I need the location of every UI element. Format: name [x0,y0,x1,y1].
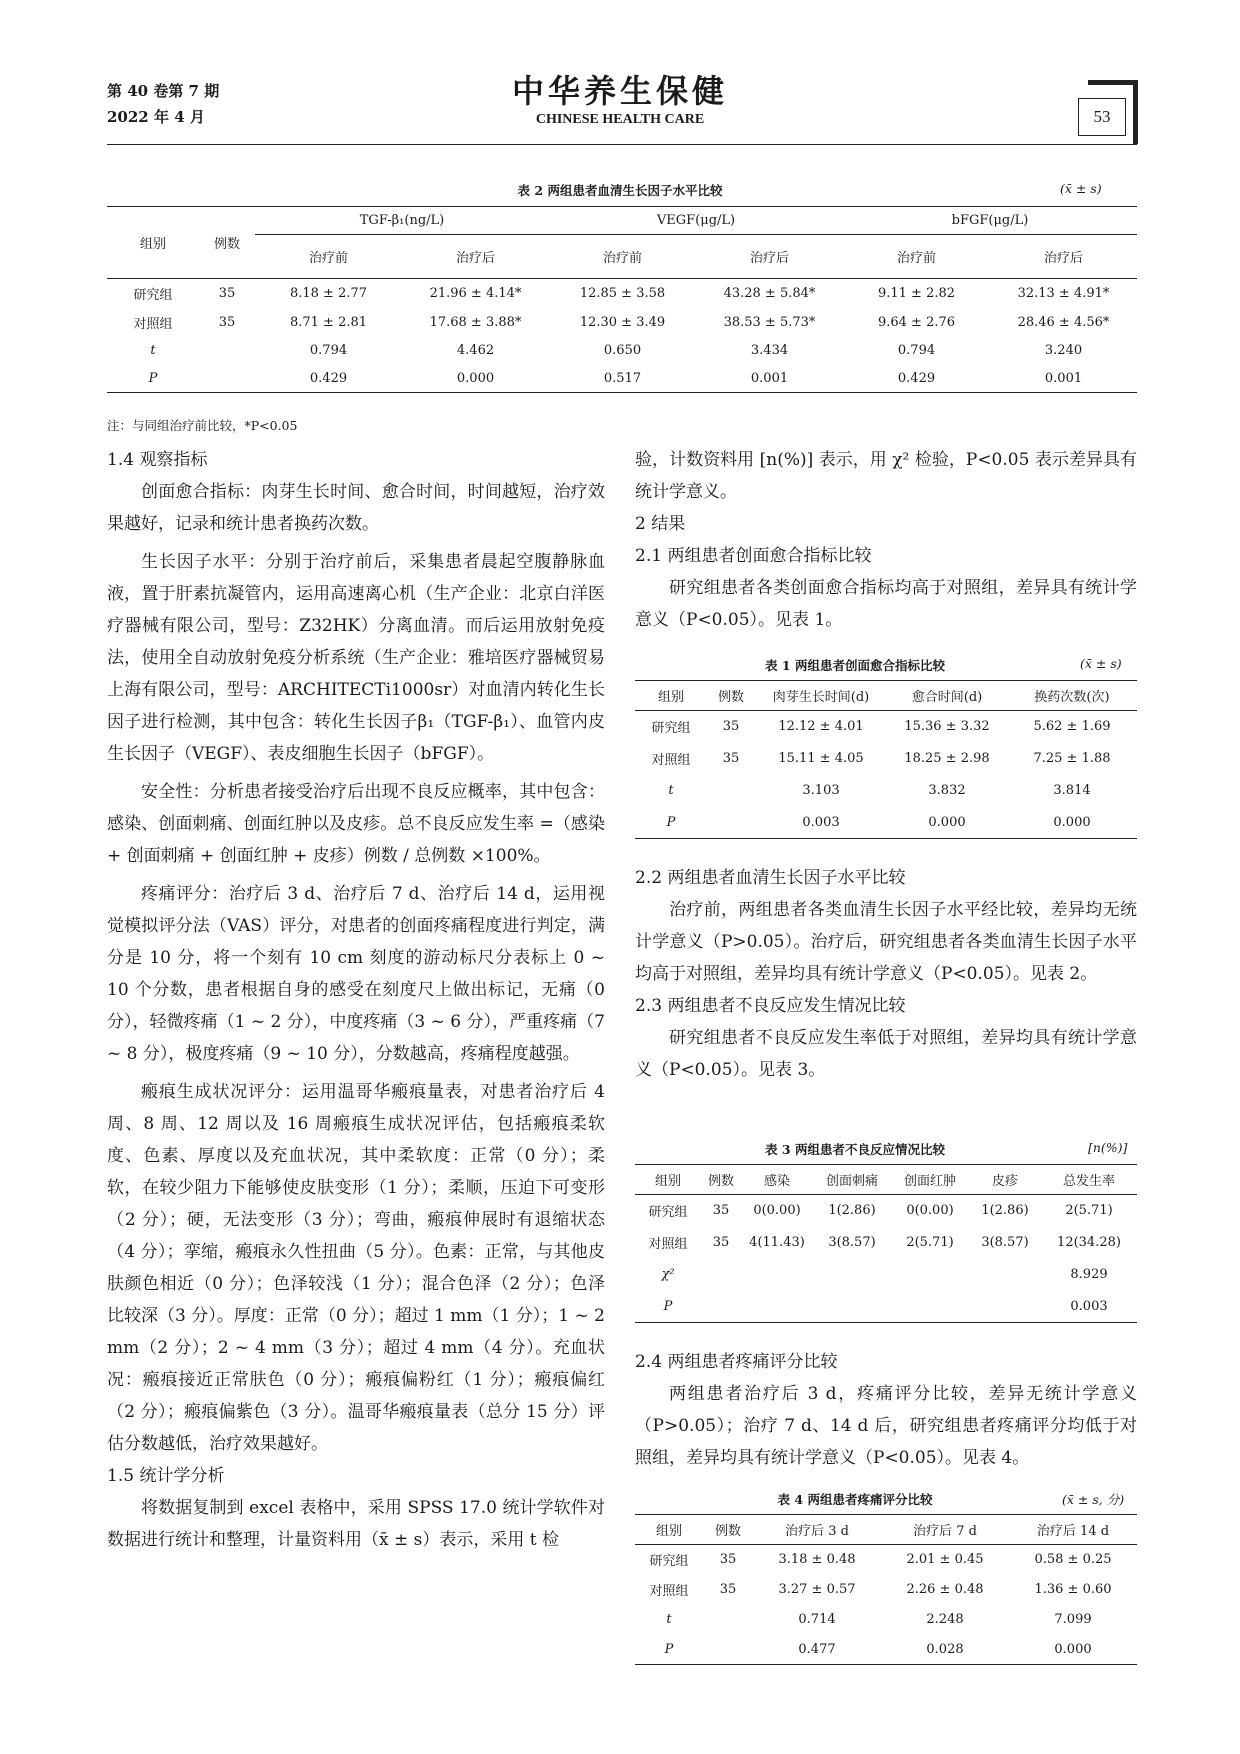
paragraph: 两组患者治疗后 3 d，疼痛评分比较，差异无统计学意义（P>0.05）；治疗 7 d、14 d 后，研究组患者疼痛评分均低于对照组，差异均具有统计学意义（P<0.05）。见表 4。 [635,1384,1137,1468]
table-cell: 0(0.00) [753,1203,801,1219]
section-heading-1-4: 1.4 观察指标 [107,450,208,470]
volume-issue: 第 40 卷第 7 期 [107,82,220,100]
table1-header: 愈合时间(d) [911,690,983,705]
row-label: P [666,814,676,830]
table3-header: 皮疹 [991,1174,1018,1189]
table2-header-tgf: TGF-β₁(ng/L) [255,207,549,235]
table-row [635,807,1137,839]
table-cell: 9.64 ± 2.76 [877,315,956,330]
issue-date: 2022 年 4 月 [107,108,205,126]
row-label: 研究组 [648,1205,688,1221]
table-row [635,1545,1137,1575]
row-label: 对照组 [133,317,173,332]
table-row [635,743,1137,775]
table-cell: 8.18 ± 2.77 [289,286,368,302]
table4-header: 治疗后 3 d [785,1524,849,1539]
table2-unit: (x̄ ± s) [1060,181,1102,196]
paragraph: 研究组患者不良反应发生率低于对照组，差异均具有统计学意义（P<0.05）。见表 3。 [635,1028,1137,1080]
table-cell: 2.01 ± 0.45 [906,1552,984,1568]
table-row [635,711,1137,743]
row-label: 对照组 [651,753,691,768]
table-cell: 1(2.86) [828,1203,876,1219]
table-cell: 3.832 [928,783,966,798]
table-cell [891,1259,969,1291]
table-cell: 4(11.43) [749,1235,805,1250]
table2-sub-header: 治疗后 [696,235,843,279]
left-column [107,444,605,1556]
table-cell: 2(5.71) [906,1235,954,1250]
table-cell: 0.58 ± 0.25 [1034,1552,1112,1568]
table4-header: 治疗后 14 d [1036,1524,1110,1539]
table-row [107,365,1137,393]
page-number: 53 [1078,98,1126,136]
table-cell [969,1291,1041,1323]
table-cell: 3.240 [1044,343,1083,358]
row-label: t [668,783,674,798]
table-cell: 0.794 [897,343,936,358]
table1-header: 换药次数(次) [1034,690,1110,705]
table3-header: 创面刺痛 [825,1174,878,1189]
table1-header: 肉芽生长时间(d) [772,690,870,705]
table3-header: 总发生率 [1062,1174,1115,1189]
table3 [635,1164,1137,1323]
table-cell: 0.003 [1070,1298,1108,1314]
paragraph: 研究组患者各类创面愈合指标均高于对照组，差异具有统计学意义（P<0.05）。见表 1。 [635,578,1137,630]
table-cell: 15.11 ± 4.05 [778,751,864,766]
table-cell: 3.18 ± 0.48 [778,1552,856,1568]
table-cell: 0.000 [928,814,966,830]
row-label: χ² [661,1267,675,1282]
table2 [107,206,1137,393]
table2-header-n: 例数 [199,207,255,279]
row-n [707,775,755,807]
paragraph: 疼痛评分：治疗后 3 d、治疗后 7 d、治疗后 14 d，运用视觉模拟评分法（VAS）评分，对患者的创面疼痛程度进行判定，满分是 10 分，将一个刻有 10 cm 刻度的游动标尺分表标上 0 ~ 10 个分数，患者根据自身的感受在刻度尺上做出标记，无痛（0 分），轻微疼痛（1 ~ 2 分），中度疼痛（3 ~ 6 分），严重疼痛（7 ~ 8 分），极度疼痛（9 ~ 10 分），分数越高，疼痛程度越强。 [107,884,605,1064]
row-label: 研究组 [133,288,173,304]
row-n [199,337,255,365]
paragraph: 安全性：分析患者接受治疗后出现不良反应概率，其中包含：感染、创面刺痛、创面红肿以及皮疹。总不良反应发生率 =（感染 + 创面刺痛 + 创面红肿 + 皮疹）例数 / 总例数 ×100%。 [107,782,605,866]
row-label: 对照组 [649,1584,689,1599]
table-cell: 12.12 ± 4.01 [778,719,864,735]
table-cell: 5.62 ± 1.69 [1033,719,1111,735]
row-label: t [666,1612,672,1627]
section-heading-2: 2 结果 [635,514,686,534]
table-cell [969,1259,1041,1291]
table3-unit: [n(%)] [1088,1140,1128,1155]
table-cell: 2.248 [926,1612,964,1627]
table-cell: 28.46 ± 4.56* [1017,315,1110,330]
row-label: t [150,343,156,358]
row-label: P [148,370,158,386]
section-heading-2-2: 2.2 两组患者血清生长因子水平比较 [635,868,906,888]
table-cell [891,1291,969,1323]
paragraph: 验，计数资料用 [n(%)] 表示，用 χ² 检验，P<0.05 表示差异具有统计学意义。 [635,450,1137,502]
table-cell: 3(8.57) [981,1235,1029,1250]
row-n [199,365,255,393]
row-n [707,807,755,839]
table2-sub-header: 治疗前 [255,235,402,279]
table-cell: 8.71 ± 2.81 [289,315,368,330]
row-n: 35 [722,719,740,735]
table-cell: 0.477 [798,1641,836,1657]
table2-header-group: 组别 [107,207,199,279]
table-cell: 43.28 ± 5.84* [723,286,816,302]
row-n: 35 [218,286,236,302]
row-label: P [664,1641,674,1657]
table-cell: 3.814 [1053,783,1091,798]
table-cell: 2.26 ± 0.48 [906,1582,984,1597]
row-n [701,1259,741,1291]
row-n: 35 [712,1235,730,1250]
table4-header: 例数 [714,1524,741,1539]
row-n [701,1291,741,1323]
table-cell [741,1259,813,1291]
table-cell: 0.000 [456,370,495,386]
table-cell: 0.517 [603,370,642,386]
table-cell: 0.001 [750,370,789,386]
table3-caption: 表 3 两组患者不良反应情况比较 [765,1142,945,1157]
table4 [635,1514,1137,1665]
table2-sub-header: 治疗前 [549,235,696,279]
table-cell: 17.68 ± 3.88* [429,315,522,330]
paragraph: 治疗前，两组患者各类血清生长因子水平经比较，差异均无统计学意义（P>0.05）。治疗后，研究组患者各类血清生长因子水平均高于对照组，差异均具有统计学意义（P<0.05）。见表 2。 [635,900,1137,984]
table-cell: 0.003 [802,814,840,830]
row-label: 研究组 [649,1554,689,1570]
table-row [635,1259,1137,1291]
journal-english-title: CHINESE HEALTH CARE [535,112,705,127]
section-heading-2-4: 2.4 两组患者疼痛评分比较 [635,1352,838,1372]
table2-sub-header: 治疗前 [843,235,990,279]
table-cell: 0.028 [926,1641,964,1657]
table-row [635,1227,1137,1259]
journal-title: 中华养生保健 [511,72,728,110]
table-cell: 18.25 ± 2.98 [904,751,990,766]
table-cell: 32.13 ± 4.91* [1017,286,1110,302]
table-cell [813,1259,891,1291]
table1-caption: 表 1 两组患者创面愈合指标比较 [765,658,945,673]
right-column-mid [635,862,1137,1086]
table-row [635,1291,1137,1323]
row-n [703,1605,753,1635]
table-row [635,1635,1137,1665]
row-label: 研究组 [651,721,691,737]
table-row [635,1575,1137,1605]
table-cell: 0.794 [309,343,348,358]
section-heading-2-1: 2.1 两组患者创面愈合指标比较 [635,546,872,566]
table-cell: 0(0.00) [906,1203,954,1219]
table-cell: 8.929 [1070,1267,1108,1282]
table-cell: 1(2.86) [981,1203,1029,1219]
row-n: 35 [719,1552,737,1568]
table1-header: 组别 [657,690,684,705]
table-cell: 15.36 ± 3.32 [904,719,990,735]
table-cell: 3.27 ± 0.57 [778,1582,856,1597]
table4-unit: (x̄ ± s, 分) [1062,1492,1125,1507]
table4-header: 治疗后 7 d [913,1524,977,1539]
section-heading-1-5: 1.5 统计学分析 [107,1466,225,1486]
row-label: P [663,1298,673,1314]
table4-header: 组别 [655,1524,682,1539]
paragraph: 瘢痕生成状况评分：运用温哥华瘢痕量表，对患者治疗后 4 周、8 周、12 周以及 16 周瘢痕生成状况评估，包括瘢痕柔软度、色素、厚度以及充血状况，其中柔软度：正常（0 分）；柔软，在较少阻力下能够使皮肤变形（1 分）；柔顺，压迫下可变形（2 分）；硬，无法变形（3 分）；弯曲，瘢痕伸展时有退缩状态（4 分）；挛缩，瘢痕永久性扭曲（5 分）。色素：正常，与其他皮肤颜色相近（0 分）；色泽较浅（1 分）；混合色泽（2 分）；色泽比较深（3 分）。厚度：正常（0 分）；超过 1 mm（1 分）；1 ~ 2 mm（2 分）；2 ~ 4 mm（3 分）；超过 4 mm（4 分）。充血状况：瘢痕接近正常肤色（0 分）；瘢痕偏粉红（1 分）；瘢痕偏红（2 分）；瘢痕偏紫色（3 分）。温哥华瘢痕量表（总分 15 分）评估分数越低，治疗效果越好。 [107,1082,605,1454]
table1-unit: (x̄ ± s) [1080,656,1122,671]
paragraph: 创面愈合指标：肉芽生长时间、愈合时间，时间越短，治疗效果越好，记录和统计患者换药次数。 [107,482,605,534]
table-cell: 0.429 [309,370,348,386]
table-cell: 0.650 [603,343,642,358]
table-cell: 9.11 ± 2.82 [877,286,956,302]
row-n: 35 [712,1203,730,1219]
table-row [107,309,1137,337]
table-cell: 12.30 ± 3.49 [579,315,666,330]
table3-header: 创面红肿 [903,1174,956,1189]
table-cell: 0.000 [1053,814,1091,830]
table2-header-vegf: VEGF(μg/L) [549,207,843,235]
table-cell: 0.429 [897,370,936,386]
row-n: 35 [218,315,236,330]
table2-header-bfgf: bFGF(μg/L) [843,207,1137,235]
table1-header: 例数 [717,690,744,705]
table-cell: 0.714 [798,1612,836,1627]
table-cell: 3.103 [802,783,840,798]
table-cell: 4.462 [456,343,495,358]
row-label: 对照组 [648,1237,688,1252]
table-row [107,279,1137,309]
table3-header: 感染 [763,1174,790,1189]
table-cell: 0.001 [1044,370,1083,386]
right-column-top [635,444,1137,636]
row-n: 35 [722,751,740,766]
table-row [635,775,1137,807]
table3-header: 组别 [654,1174,681,1189]
right-column-lower [635,1346,1137,1474]
table-cell [741,1291,813,1323]
row-n [703,1635,753,1665]
table-cell: 3(8.57) [828,1235,876,1250]
table-cell: 3.434 [750,343,789,358]
table-cell: 12(34.28) [1057,1235,1121,1250]
section-heading-2-3: 2.3 两组患者不良反应发生情况比较 [635,996,906,1016]
table2-sub-header: 治疗后 [402,235,549,279]
table-cell: 7.25 ± 1.88 [1033,751,1111,766]
table2-sub-header: 治疗后 [990,235,1137,279]
paragraph: 生长因子水平：分别于治疗前后，采集患者晨起空腹静脉血液，置于肝素抗凝管内，运用高速离心机（生产企业：北京白洋医疗器械有限公司，型号：Z32HK）分离血清。而后运用放射免疫法，使用全自动放射免疫分析系统（生产企业：雅培医疗器械贸易上海有限公司，型号：ARCHITECTi1000sr）对血清内转化生长因子进行检测，其中包含：转化生长因子β₁（TGF-β₁）、血管内皮生长因子（VEGF）、表皮细胞生长因子（bFGF）。 [107,552,605,764]
table1 [635,680,1137,839]
table-row [635,1195,1137,1227]
table2-caption: 表 2 两组患者血清生长因子水平比较 [517,183,723,198]
row-n: 35 [719,1582,737,1597]
table3-header: 例数 [707,1174,734,1189]
table-row [107,337,1137,365]
table-cell: 38.53 ± 5.73* [723,315,816,330]
table-cell: 1.36 ± 0.60 [1034,1582,1112,1597]
table-row [635,1605,1137,1635]
table4-caption: 表 4 两组患者疼痛评分比较 [777,1492,933,1507]
table-cell [813,1291,891,1323]
table-cell: 12.85 ± 3.58 [579,286,666,302]
header-rule [107,144,1137,145]
paragraph: 将数据复制到 excel 表格中，采用 SPSS 17.0 统计学软件对数据进行统计和整理，计量资料用（x̄ ± s）表示，采用 t 检 [107,1498,605,1550]
table-cell: 0.000 [1054,1641,1092,1657]
table-cell: 21.96 ± 4.14* [429,286,522,302]
table2-note: 注：与同组治疗前比较，*P<0.05 [107,418,298,433]
table-cell: 2(5.71) [1065,1203,1113,1219]
table-cell: 7.099 [1054,1612,1092,1627]
